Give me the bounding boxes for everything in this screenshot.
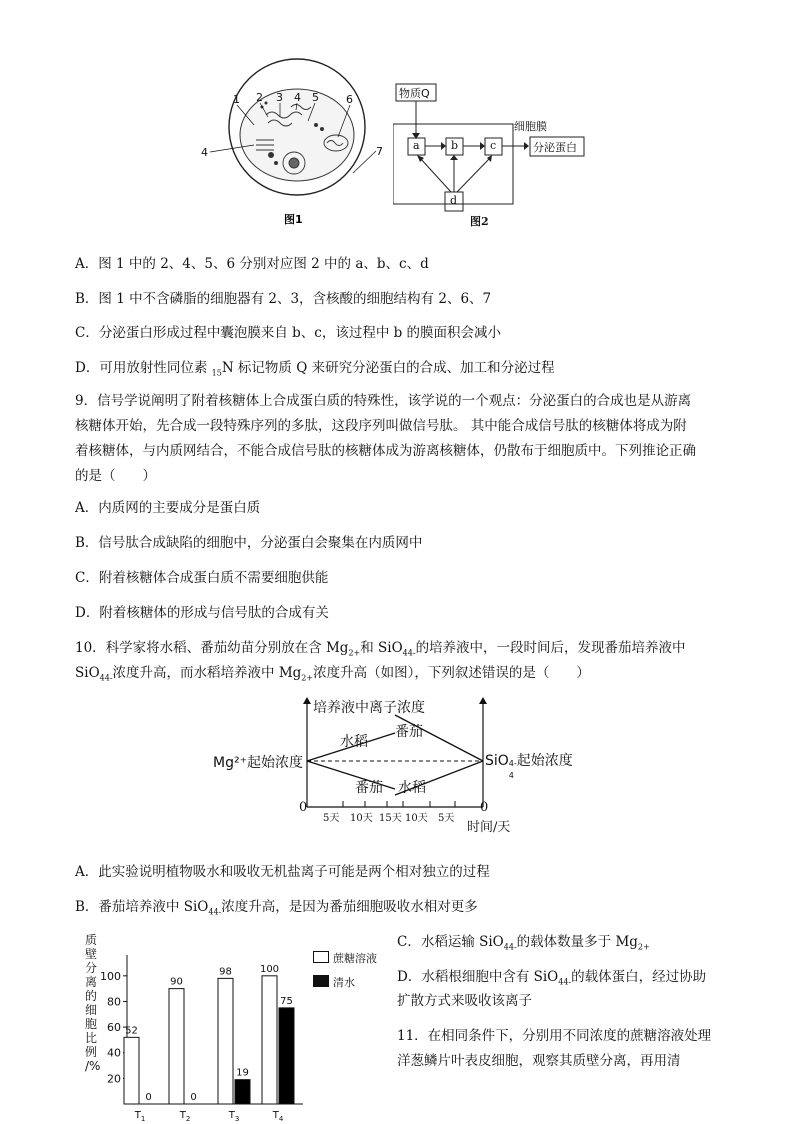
series-label-tomato-2: 番茄 <box>395 724 423 740</box>
x-tick-label-T1: $T_1$ <box>134 1110 146 1123</box>
q9-line-3: 着核糖体，与内质网结合，不能合成信号肽的核糖体成为游离核糖体，仍散布于细胞质中。下列推论正确 <box>75 443 696 459</box>
chart-y-label: 培养液中离子浓度 <box>313 700 425 716</box>
q10-line-1: 10．科学家将水稻、番茄幼苗分别放在含 $Mg_{2+}$和 SiO$_{44-}$的培养液中，一段时间后，发现番茄培养液中 <box>75 640 686 658</box>
box-c: c <box>490 139 497 152</box>
ion-concentration-chart <box>205 695 595 835</box>
membrane-label: 细胞膜 <box>514 120 547 133</box>
bar-value-label: 52 <box>125 1025 138 1037</box>
bar-value-label: 98 <box>219 966 232 978</box>
q8-option-a: A．图 1 中的 2、4、5、6 分别对应图 2 中的 a、b、c、d <box>75 256 429 272</box>
bar-sucrose-T4 <box>262 976 277 1104</box>
legend-swatch-sucrose <box>313 951 329 963</box>
q9-option-a: A．内质网的主要成分是蛋白质 <box>75 500 261 516</box>
fig1-label-1: 1 <box>233 93 240 106</box>
bar-value-label: 90 <box>170 976 183 988</box>
legend-sucrose: 蔗糖溶液 <box>313 950 377 966</box>
q9-option-b: B．信号肽合成缺陷的细胞中，分泌蛋白会聚集在内质网中 <box>75 535 423 551</box>
fig1-label-6: 6 <box>346 93 353 106</box>
box-a: a <box>413 139 420 152</box>
q8-option-b: B．图 1 中不含磷脂的细胞器有 2、3，含核酸的细胞结构有 2、6、7 <box>75 291 492 307</box>
q9-line-1: 9．信号学说阐明了附着核糖体上合成蛋白质的特殊性，该学说的一个观点：分泌蛋白的合成也是从游离 <box>75 393 692 409</box>
substance-q-label: 物质Q <box>399 87 430 100</box>
figure-1-cell-diagram <box>196 55 386 230</box>
x-tick-label-T2: $T_2$ <box>179 1110 191 1123</box>
bar-water-T3 <box>235 1080 250 1104</box>
q10-option-b: B．番茄培养液中 SiO$_{44-}$浓度升高，是因为番茄细胞吸收水相对更多 <box>75 899 478 917</box>
bar-sucrose-T3 <box>218 978 233 1104</box>
tick-right-1: 10天 <box>405 813 428 824</box>
q10-option-d-line-1: D．水稻根细胞中含有 SiO$_{44-}$的载体蛋白，经过协助 <box>397 969 707 987</box>
q8-option-c: C．分泌蛋白形成过程中囊泡膜来自 b、c，该过程中 b 的膜面积会减小 <box>75 325 502 341</box>
q9-line-4: 的是（ ） <box>75 468 156 484</box>
q10-option-a: A．此实验说明植物吸水和吸收无机盐离子可能是两个相对独立的过程 <box>75 864 490 880</box>
q8-option-d: D．可用放射性同位素 $_{15}$N 标记物质 Q 来研究分泌蛋白的合成、加工和分泌过程 <box>75 360 555 378</box>
series-label-rice-2: 水稻 <box>398 780 426 796</box>
q9-line-2: 核糖体开始，先合成一段特殊序列的多肽，这段序列叫做信号肽。 其中能合成信号肽的核糖体将成为附 <box>75 418 687 434</box>
y-tick-label: 100 <box>100 969 121 983</box>
bar-chart-y-label: 质 壁 分 离 的 细 胞 比 例 /% <box>85 933 101 1073</box>
series-label-rice-1: 水稻 <box>340 734 368 750</box>
sio4-start-label: SiO 4- 4 起始浓度 <box>485 753 573 780</box>
series-label-tomato-1: 番茄 <box>355 780 383 796</box>
bar-value-label: 0 <box>145 1092 152 1103</box>
q9-option-d: D．附着核糖体的形成与信号肽的合成有关 <box>75 605 329 621</box>
bar-water-T4 <box>279 1008 294 1104</box>
x-tick-label-T3: $T_3$ <box>228 1110 240 1123</box>
box-d: d <box>450 194 458 207</box>
zero-right: 0 <box>480 800 489 815</box>
chart-x-label: 时间/天 <box>467 820 511 835</box>
tick-right-2: 5天 <box>438 813 455 824</box>
legend-water: 清水 <box>313 974 355 990</box>
q11-line-2: 洋葱鳞片叶表皮细胞，观察其质壁分离，再用清 <box>397 1053 681 1069</box>
bar-sucrose-T1 <box>124 1037 139 1104</box>
fig1-label-7: 7 <box>376 145 383 158</box>
figure-2-flow-diagram <box>393 80 593 230</box>
fig1-label-5: 5 <box>312 91 319 104</box>
fig1-label-2: 2 <box>256 91 263 104</box>
bar-value-label: 75 <box>280 995 293 1007</box>
tick-left-3: 15天 <box>379 813 402 824</box>
bar-value-label: 100 <box>259 963 280 975</box>
fig2-caption: 图2 <box>470 215 489 228</box>
zero-left: 0 <box>299 800 308 815</box>
x-tick-label-T4: $T_4$ <box>272 1110 284 1123</box>
q11-line-1: 11．在相同条件下，分别用不同浓度的蔗糖溶液处理 <box>397 1028 712 1044</box>
bar-value-label: 19 <box>236 1067 249 1079</box>
fig1-caption: 图1 <box>284 213 303 226</box>
fig1-label-4b: 4 <box>201 146 208 159</box>
bar-value-label: 0 <box>190 1092 197 1103</box>
fig1-label-4: 4 <box>294 91 301 104</box>
plasmolysis-bar-chart <box>85 930 385 1124</box>
tick-left-2: 10天 <box>350 813 373 824</box>
q10-option-c: C．水稻运输 SiO$_{44-}$的载体数量多于 $Mg_{2+}$ <box>397 934 650 952</box>
y-tick-label: 60 <box>107 1021 121 1035</box>
bar-sucrose-T2 <box>169 989 184 1104</box>
legend-swatch-water <box>313 975 329 987</box>
y-tick-label: 80 <box>107 995 121 1009</box>
fig1-label-3: 3 <box>276 91 283 104</box>
q10-line-2: SiO$_{44-}$浓度升高，而水稻培养液中 $Mg_{2+}$浓度升高（如图），下列叙述错误的是（ ） <box>75 665 590 683</box>
q9-option-c: C．附着核糖体合成蛋白质不需要细胞供能 <box>75 570 329 586</box>
secretory-protein-label: 分泌蛋白 <box>533 141 577 154</box>
q10-option-d-line-2: 扩散方式来吸收该离子 <box>397 993 532 1009</box>
y-tick-label: 40 <box>107 1046 121 1060</box>
box-b: b <box>451 139 459 152</box>
y-tick-label: 20 <box>107 1072 121 1086</box>
mg-start-label: Mg²⁺起始浓度 <box>213 755 303 771</box>
tick-left-1: 5天 <box>323 813 340 824</box>
